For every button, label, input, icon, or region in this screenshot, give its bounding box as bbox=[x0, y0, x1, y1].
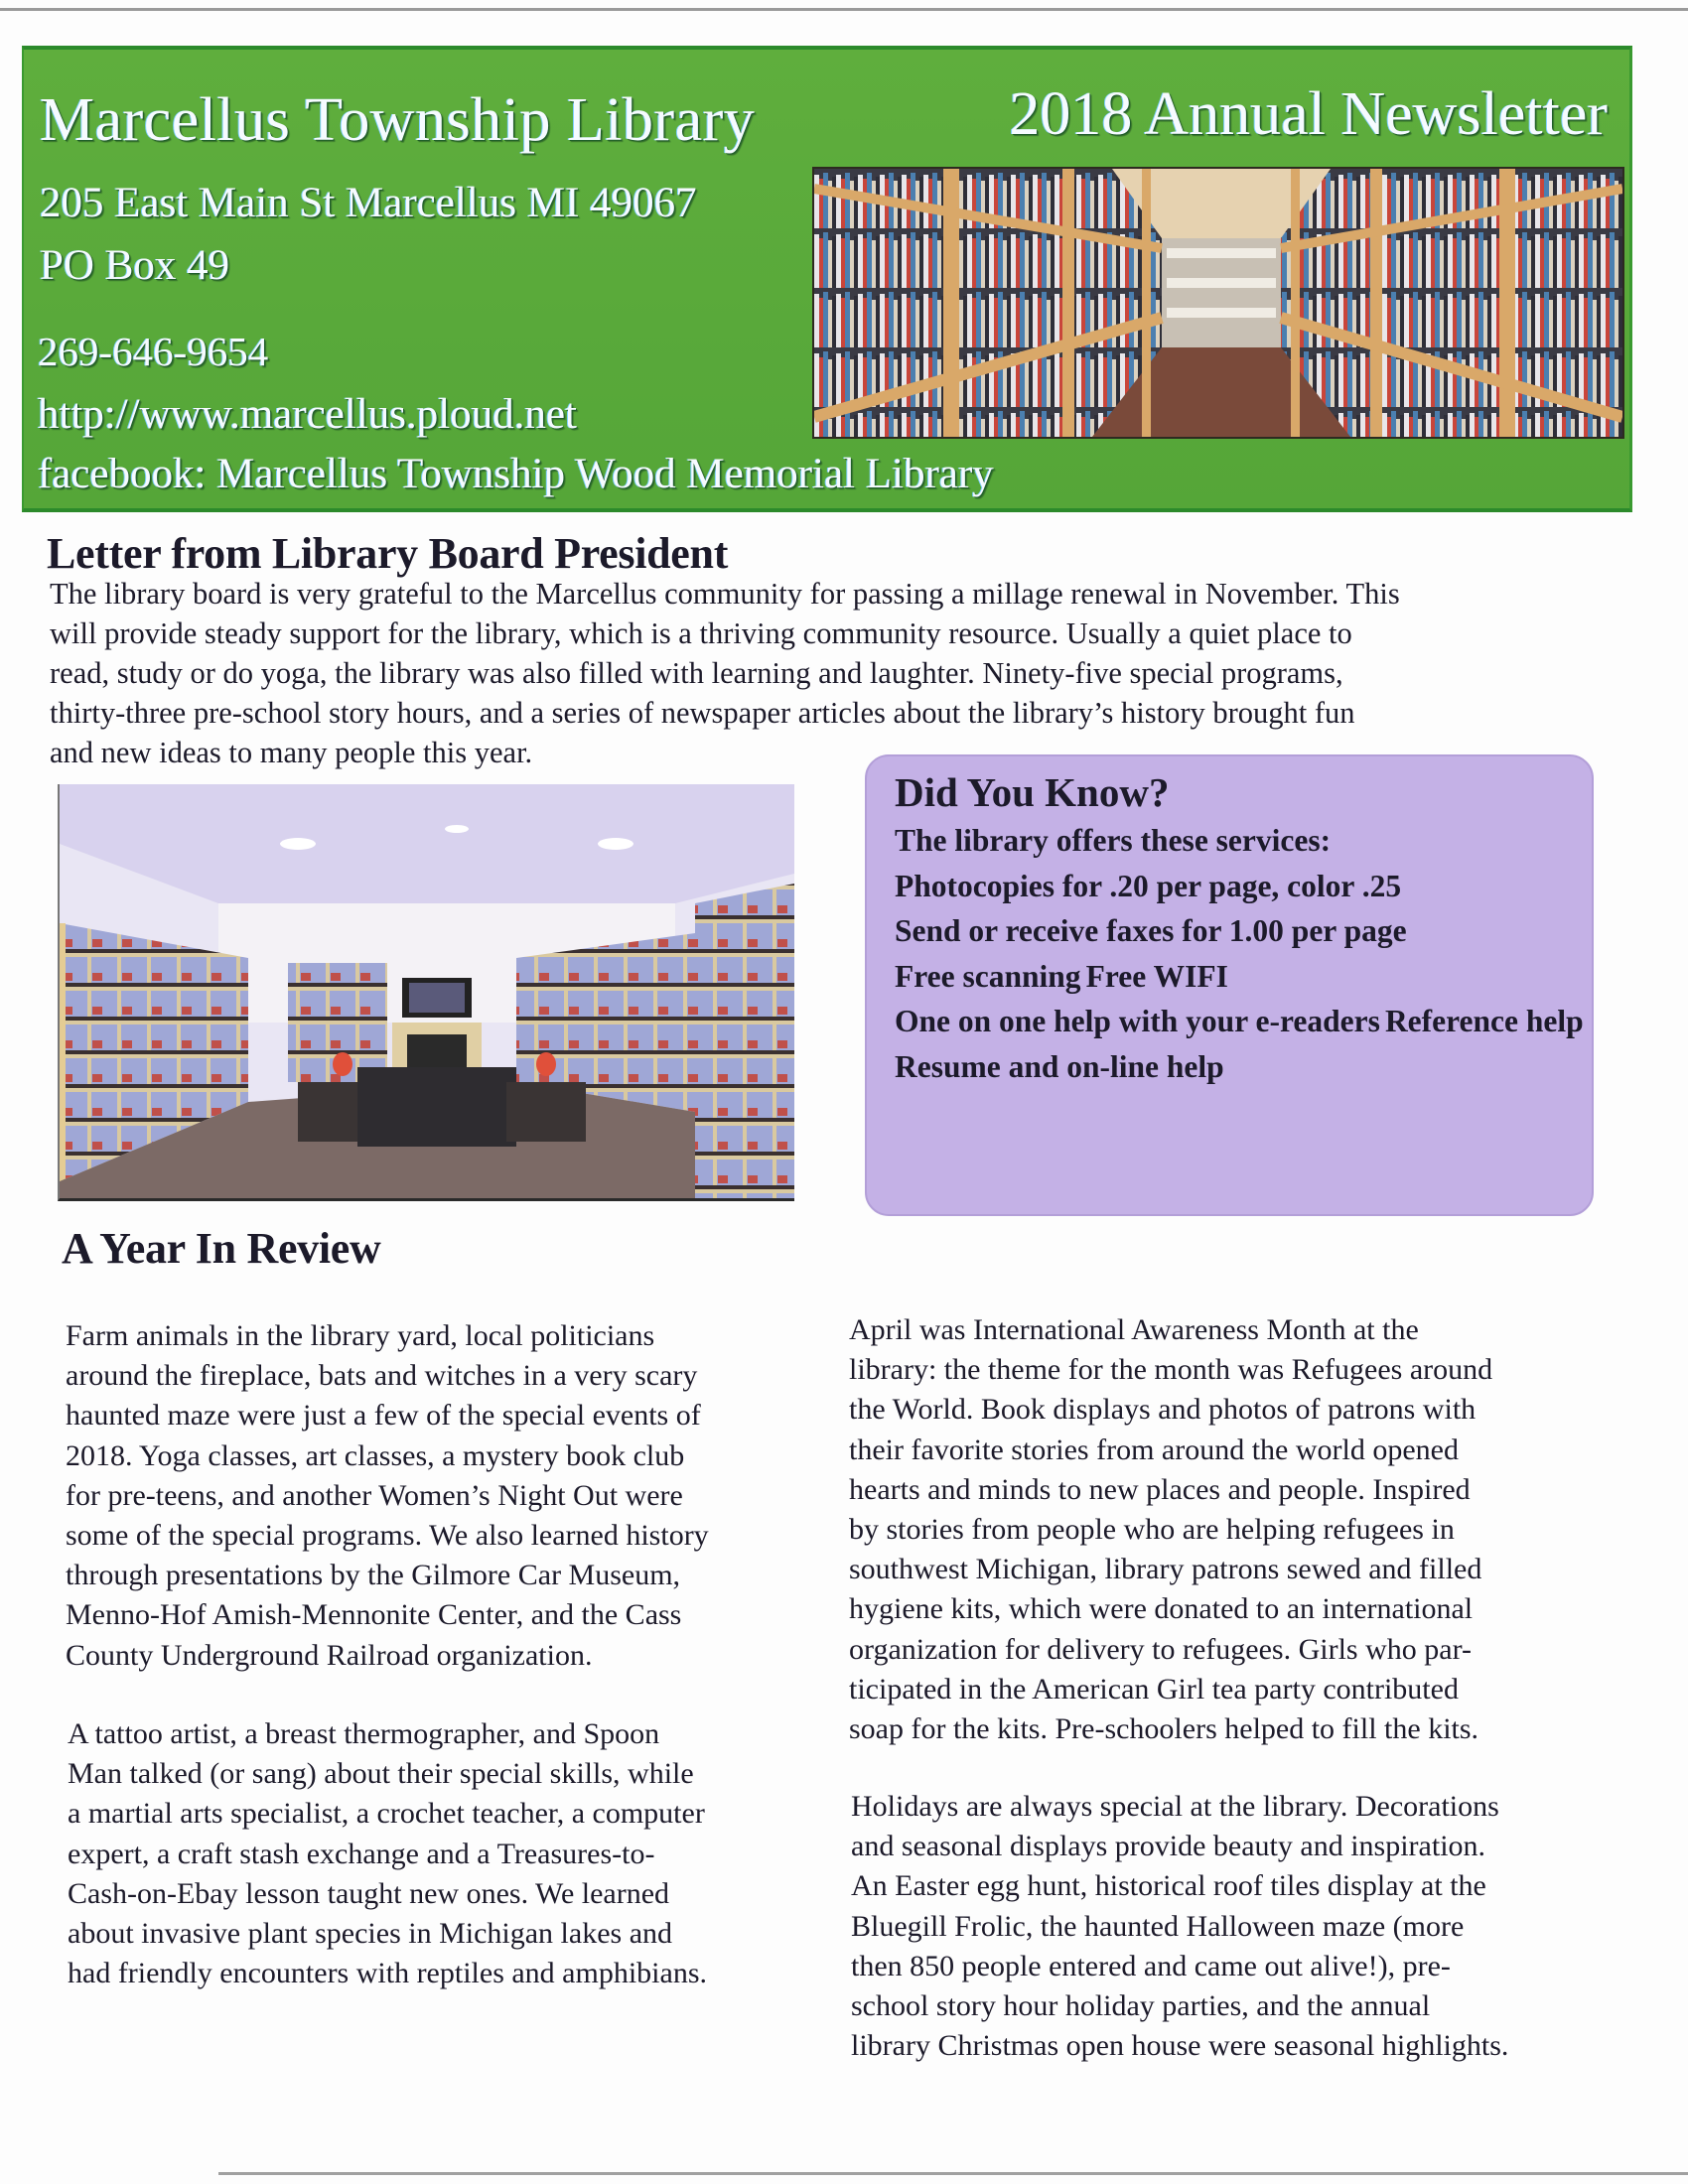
text-line: about invasive plant species in Michigan lakes and bbox=[68, 1917, 673, 1951]
review-right-paragraph-2 bbox=[851, 1787, 1508, 2066]
service-item: Photocopies for .20 per page, color .25 bbox=[895, 868, 1402, 903]
letter-line: thirty-three pre-school story hours, and a series of newspaper articles about the library’s history brought fun bbox=[50, 696, 1355, 730]
text-line: had friendly encounters with reptiles and amphibians. bbox=[68, 1957, 707, 1990]
text-line: and seasonal displays provide beauty and inspiration. bbox=[851, 1830, 1486, 1863]
did-you-know-title: Did You Know? bbox=[895, 769, 1170, 815]
text-line: haunted maze were just a few of the special events of bbox=[66, 1399, 701, 1433]
text-line: a martial arts specialist, a crochet teacher, a computer bbox=[68, 1797, 705, 1831]
library-aisle-photo bbox=[812, 167, 1624, 439]
text-line: A tattoo artist, a breast thermographer, and Spoon bbox=[68, 1717, 660, 1750]
text-line: Farm animals in the library yard, local politicians bbox=[66, 1319, 655, 1352]
phone-number: 269-646-9654 bbox=[38, 329, 269, 374]
letter-line: The library board is very grateful to the Marcellus community for passing a millage renewal in November. This bbox=[50, 577, 1400, 611]
newsletter-title: 2018 Annual Newsletter bbox=[1009, 80, 1608, 148]
text-line: Bluegill Frolic, the haunted Halloween maze (more bbox=[851, 1909, 1465, 1943]
text-line: the World. Book displays and photos of patrons with bbox=[849, 1393, 1477, 1427]
review-right-paragraph-1 bbox=[849, 1310, 1492, 1749]
text-line: library: the theme for the month was Refugees around bbox=[849, 1353, 1493, 1387]
service-item: One on one help with your e-readers bbox=[895, 1004, 1380, 1038]
facebook-link[interactable]: facebook: Marcellus Township Wood Memorial Library bbox=[38, 451, 994, 497]
text-line: some of the special programs. We also learned history bbox=[66, 1519, 709, 1553]
review-left-paragraph-2 bbox=[68, 1714, 707, 1993]
text-line: Holidays are always special at the library. Decorations bbox=[851, 1790, 1499, 1823]
po-box: PO Box 49 bbox=[40, 242, 230, 289]
services-intro: The library offers these services: bbox=[895, 823, 1332, 858]
text-line: April was International Awareness Month at the bbox=[849, 1313, 1419, 1346]
text-line: Cash-on-Ebay lesson taught new ones. We learned bbox=[68, 1876, 670, 1910]
scan-edge-bottom bbox=[218, 2172, 1688, 2175]
letter-heading: Letter from Library Board President bbox=[47, 529, 729, 578]
letter-line: will provide steady support for the library, which is a thriving community resource. Usually a quiet place to bbox=[50, 616, 1352, 650]
text-line: Man talked (or sang) about their special skills, while bbox=[68, 1757, 694, 1791]
text-line: hygiene kits, which were donated to an international bbox=[849, 1592, 1474, 1626]
service-item: Free scanning bbox=[895, 958, 1081, 994]
service-item: Reference help bbox=[1384, 1004, 1584, 1038]
did-you-know-box bbox=[865, 754, 1594, 1216]
text-line: for pre-teens, and another Women’s Night Out were bbox=[66, 1478, 683, 1512]
text-line: organization for delivery to refugees. Girls who par- bbox=[849, 1632, 1472, 1666]
text-line: County Underground Railroad organization. bbox=[66, 1638, 593, 1672]
text-line: soap for the kits. Pre-schoolers helped to fill the kits. bbox=[849, 1712, 1479, 1746]
street-address: 205 East Main St Marcellus MI 49067 bbox=[40, 180, 697, 226]
text-line: then 850 people entered and came out alive!), pre- bbox=[851, 1949, 1451, 1982]
text-line: 2018. Yoga classes, art classes, a mystery book club bbox=[66, 1438, 685, 1472]
service-item: Resume and on-line help bbox=[895, 1048, 1224, 1084]
service-item: Free WIFI bbox=[1085, 958, 1228, 994]
library-interior-photo bbox=[58, 784, 794, 1201]
library-name: Marcellus Township Library bbox=[40, 86, 756, 154]
text-line: their favorite stories from around the world opened bbox=[849, 1433, 1459, 1466]
text-line: southwest Michigan, library patrons sewed and filled bbox=[849, 1553, 1482, 1586]
reading-room-image bbox=[60, 784, 794, 1198]
website-link[interactable]: http://www.marcellus.ploud.net bbox=[38, 391, 577, 438]
scan-edge-top bbox=[0, 8, 1688, 11]
text-line: school story hour holiday parties, and the annual bbox=[851, 1989, 1431, 2023]
letter-body bbox=[50, 574, 1400, 772]
letter-line: read, study or do yoga, the library was also filled with learning and laughter. Ninety-five special programs, bbox=[50, 656, 1343, 690]
text-line: ticipated in the American Girl tea party contributed bbox=[849, 1672, 1459, 1706]
text-line: by stories from people who are helping refugees in bbox=[849, 1513, 1455, 1547]
text-line: Menno-Hof Amish-Mennonite Center, and the Cass bbox=[66, 1598, 682, 1632]
text-line: through presentations by the Gilmore Car Museum, bbox=[66, 1559, 681, 1592]
text-line: around the fireplace, bats and witches in a very scary bbox=[66, 1359, 698, 1393]
text-line: An Easter egg hunt, historical roof tiles display at the bbox=[851, 1869, 1486, 1903]
text-line: expert, a craft stash exchange and a Treasures-to- bbox=[68, 1837, 655, 1870]
text-line: library Christmas open house were seasonal highlights. bbox=[851, 2029, 1509, 2063]
service-item: Send or receive faxes for 1.00 per page bbox=[895, 913, 1407, 948]
year-in-review-heading: A Year In Review bbox=[62, 1224, 381, 1273]
text-line: hearts and minds to new places and people. Inspired bbox=[849, 1472, 1471, 1506]
review-left-paragraph-1 bbox=[66, 1316, 709, 1676]
bookshelf-aisle-image bbox=[814, 169, 1622, 437]
letter-line: and new ideas to many people this year. bbox=[50, 736, 533, 769]
